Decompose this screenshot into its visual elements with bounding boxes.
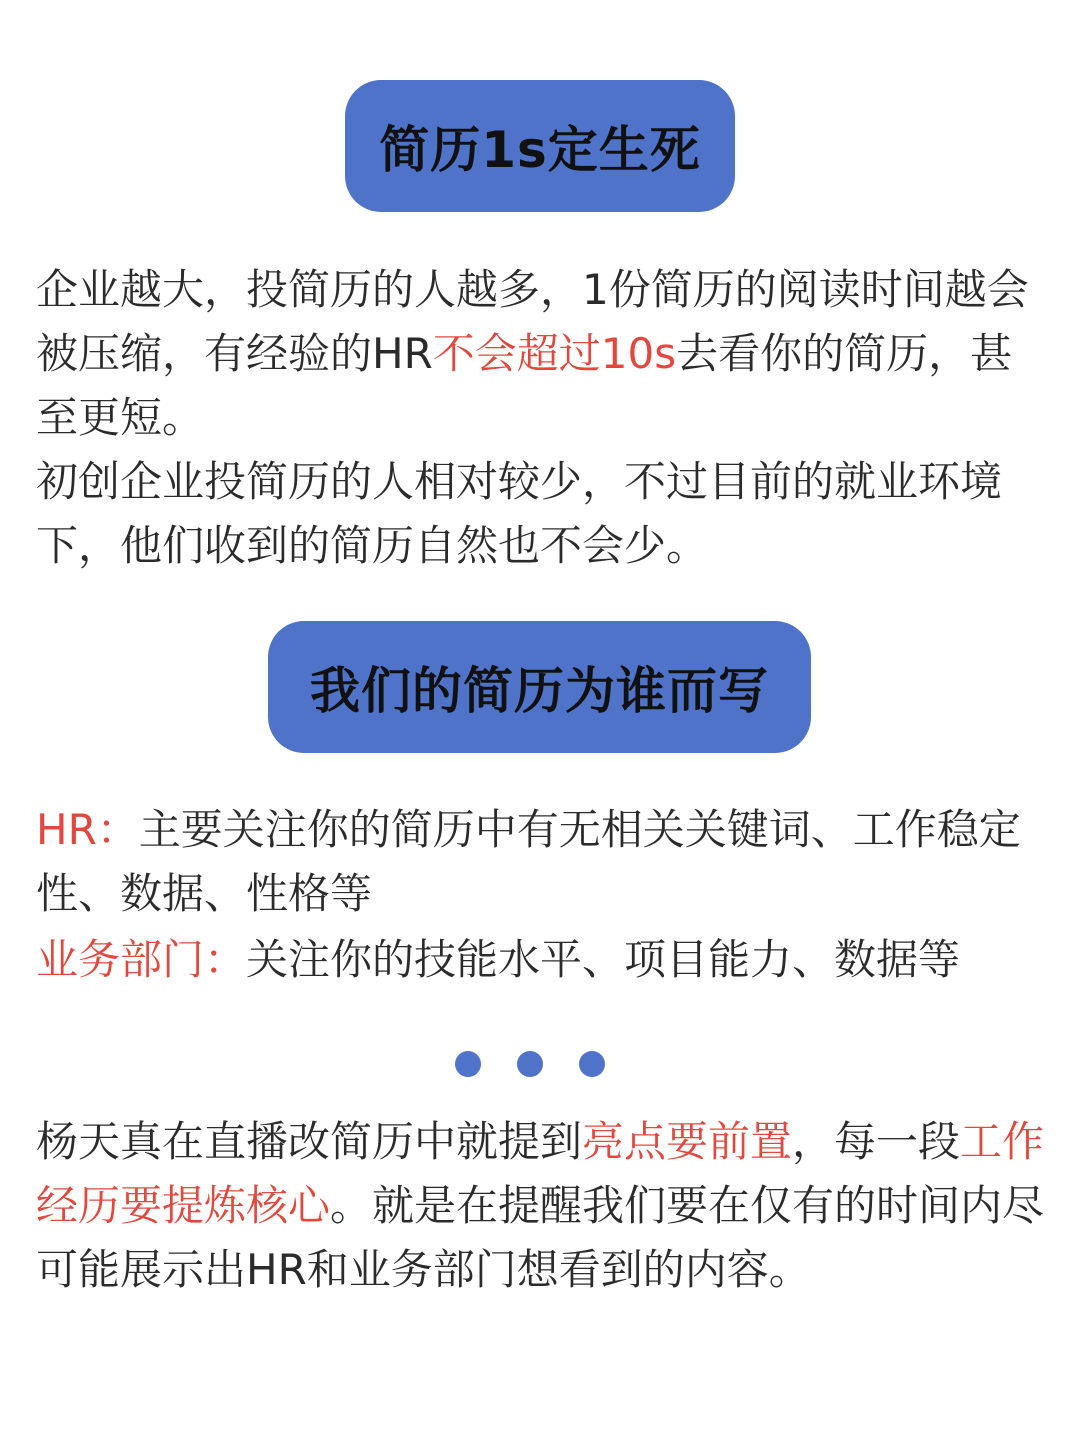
dot-icon <box>517 1051 543 1077</box>
paragraph-startup: 初创企业投简历的人相对较少，不过目前的就业环境下，他们收到的简历自然也不会少。 <box>36 457 1003 570</box>
hr-text: 主要关注你的简历中有无相关关键词、工作稳定性、数据、性格等 <box>36 805 1021 918</box>
paragraph-business-focus <box>36 928 1048 992</box>
hr-label: HR： <box>36 805 139 854</box>
paragraph-text: 企业越大，投简历的人越多，1份简历的阅读时间越会被压缩，有经验的HR <box>36 265 1029 378</box>
business-label: 业务部门： <box>36 935 247 984</box>
highlight-text: 工作经历要提炼核心 <box>36 1117 1045 1230</box>
dot-icon <box>579 1051 605 1077</box>
dot-icon <box>455 1051 481 1077</box>
paragraph-text: 杨天真在直播改简历中就提到 <box>36 1117 583 1166</box>
paragraph-conclusion <box>36 1110 1048 1302</box>
section-title-resume-1s: 简历1s定生死 <box>345 80 735 212</box>
paragraph-large-company <box>36 258 1048 450</box>
paragraph-hr-focus <box>36 798 1048 926</box>
dot-separator <box>455 1051 605 1079</box>
paragraph-text: 去看你的简历，甚至更短。 <box>36 329 1013 442</box>
section-title-who-we-write-for: 我们的简历为谁而写 <box>268 621 811 753</box>
business-text: 关注你的技能水平、项目能力、数据等 <box>246 935 961 984</box>
paragraph-text: ，每一段 <box>792 1117 961 1166</box>
paragraph-text: 。就是在提醒我们要在仅有的时间内尽可能展示出HR和业务部门想看到的内容。 <box>36 1181 1045 1294</box>
highlight-text: 不会超过10s <box>432 329 677 378</box>
highlight-text: 亮点要前置 <box>582 1117 793 1166</box>
